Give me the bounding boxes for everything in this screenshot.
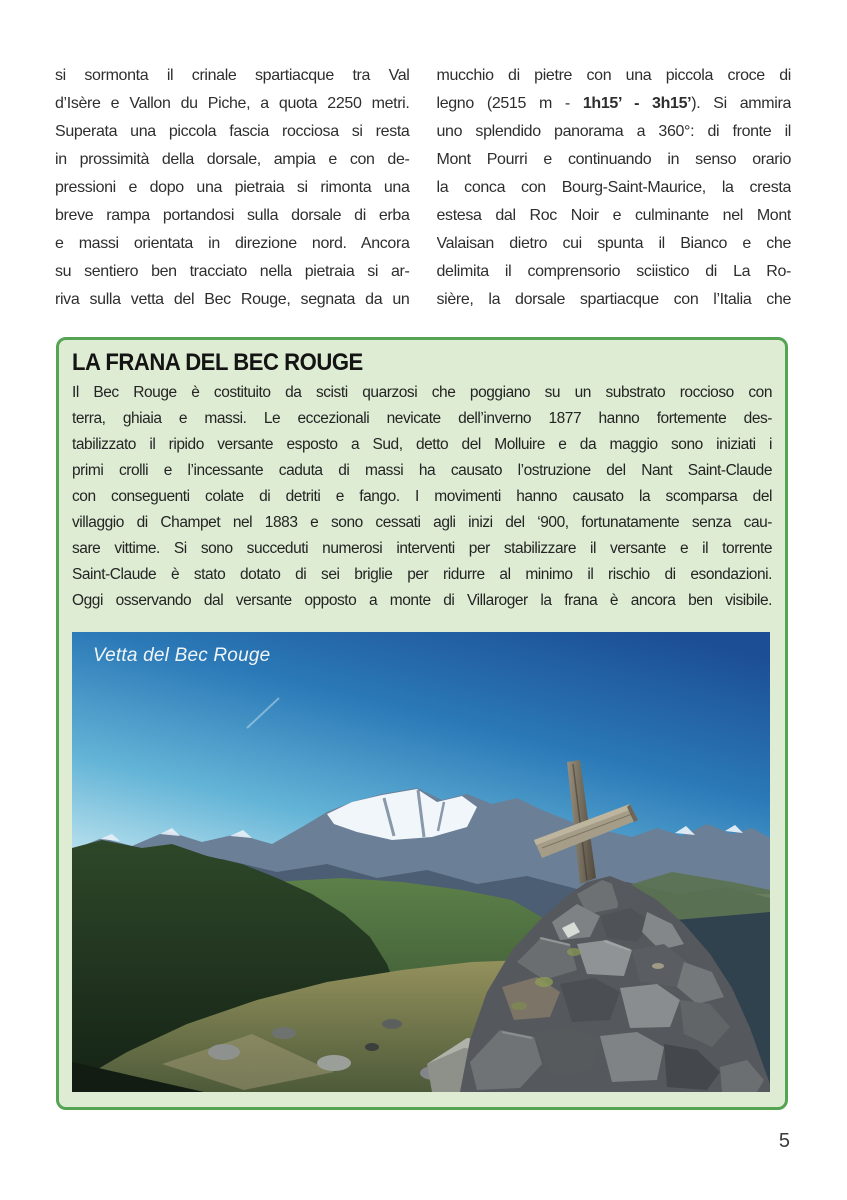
text-line: Saint-Claude è stato dotato di sei briglie per ridurre al minimo il rischio di esondazioni. xyxy=(72,566,772,583)
text-line: con conseguenti colate di detriti e fango. I movimenti hanno causato la scomparsa del xyxy=(72,488,772,505)
text-segment: ). Si ammira xyxy=(691,95,791,112)
text-column-right xyxy=(437,62,792,314)
text-line: Mont Pourri e continuando in senso orario xyxy=(436,151,791,168)
text-line: Valaisan dietro cui spunta il Bianco e che xyxy=(436,235,791,252)
text-line: sière, la dorsale spartiacque con l’Italia che xyxy=(436,291,791,308)
photo-caption: Vetta del Bec Rouge xyxy=(93,645,271,666)
text-line: uno splendido panorama a 360°: di fronte il xyxy=(436,123,791,140)
info-box-content xyxy=(59,340,785,614)
text-line: Superata una piccola fascia rocciosa si resta xyxy=(55,123,410,140)
text-line: la conca con Bourg-Saint-Maurice, la cresta xyxy=(436,179,791,196)
text-line: in prossimità della dorsale, ampia e con de- xyxy=(55,151,410,168)
text-line: terra, ghiaia e massi. Le eccezionali nevicate dell’inverno 1877 hanno fortemente des- xyxy=(72,410,772,427)
text-segment: legno (2515 m - xyxy=(436,95,583,112)
text-line: mucchio di pietre con una piccola croce di xyxy=(436,67,791,84)
text-line: d’Isère e Vallon du Piche, a quota 2250 metri. xyxy=(55,95,410,112)
hiking-times: 1h15’ - 3h15’ xyxy=(582,95,692,112)
text-line: villaggio di Champet nel 1883 e sono cessati agli inizi del ‘900, fortunatamente senza cau- xyxy=(72,514,772,531)
text-line: e massi orientata in direzione nord. Ancora xyxy=(55,235,410,252)
info-box-la-frana xyxy=(56,337,788,1110)
photo-vetta-bec-rouge xyxy=(72,632,770,1092)
text-line: pressioni e dopo una pietraia si rimonta una xyxy=(55,179,410,196)
text-line: riva sulla vetta del Bec Rouge, segnata da un xyxy=(55,291,410,308)
text-line: Oggi osservando dal versante opposto a monte di Villaroger la frana è ancora ben visibile. xyxy=(72,592,772,609)
page-number: 5 xyxy=(778,1130,790,1152)
info-box-title: LA FRANA DEL BEC ROUGE xyxy=(72,349,363,376)
text-line-with-times xyxy=(437,90,792,118)
text-line: su sentiero ben tracciato nella pietraia si ar- xyxy=(55,263,410,280)
text-line: si sormonta il crinale spartiacque tra Val xyxy=(55,67,410,84)
mountain-summit-illustration xyxy=(72,632,770,1092)
text-line: estesa dal Roc Noir e culminante nel Mont xyxy=(436,207,791,224)
text-line: breve rampa portandosi sulla dorsale di erba xyxy=(55,207,410,224)
intro-text xyxy=(55,62,791,314)
text-line: delimita il comprensorio sciistico di La Ro- xyxy=(436,263,791,280)
text-line: Il Bec Rouge è costituito da scisti quarzosi che poggiano su un substrato roccioso con xyxy=(72,384,772,401)
text-line: primi crolli e l’incessante caduta di massi ha causato l’ostruzione del Nant Saint-Claude xyxy=(72,462,772,479)
text-column-left xyxy=(55,62,410,314)
text-line: sare vittime. Si sono succeduti numerosi interventi per stabilizzare il versante e il torrente xyxy=(72,540,772,557)
text-line: tabilizzato il ripido versante esposto a Sud, detto del Molluire e da maggio sono iniziati i xyxy=(72,436,772,453)
